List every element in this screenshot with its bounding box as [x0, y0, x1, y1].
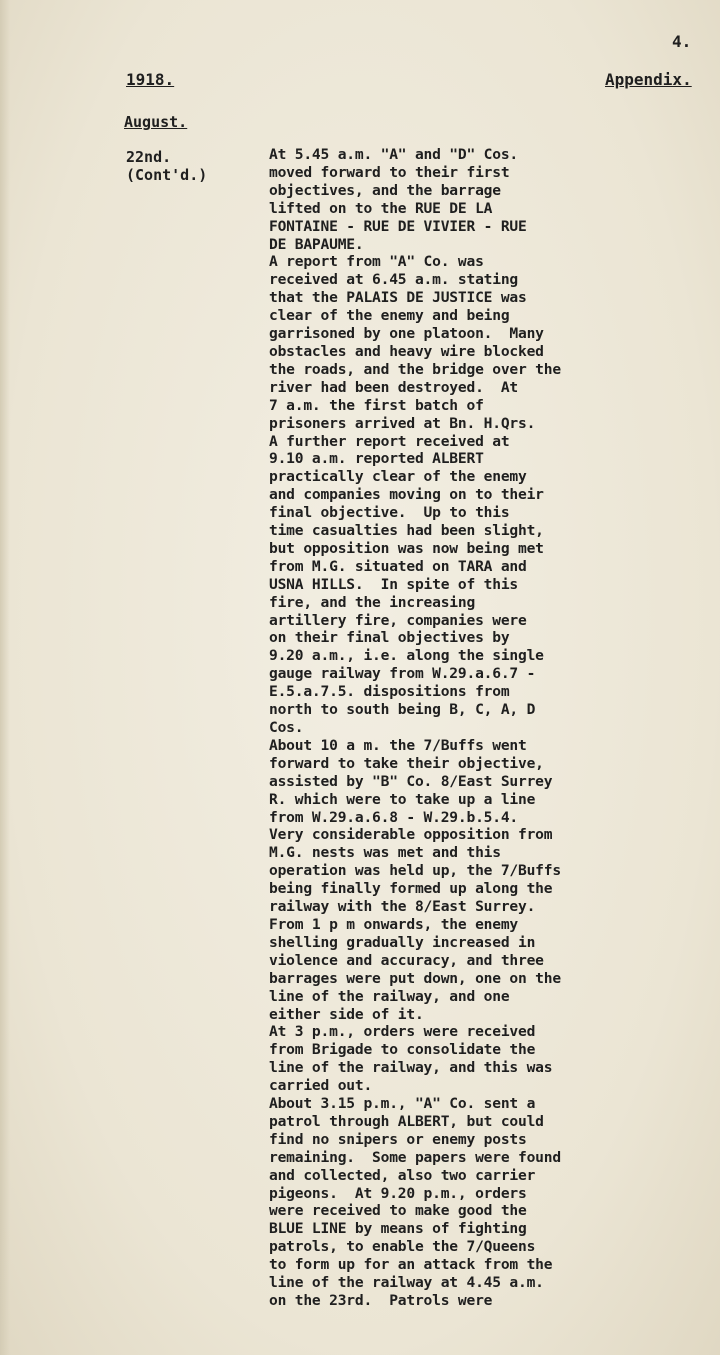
text-line: from Brigade to consolidate the — [269, 1041, 536, 1059]
text-line: patrols, to enable the 7/Queens — [269, 1238, 536, 1256]
text-line: 9.20 a.m., i.e. along the single — [269, 647, 544, 665]
text-line: practically clear of the enemy — [269, 468, 527, 486]
text-line: north to south being B, C, A, D — [269, 701, 536, 719]
text-line: 7 a.m. the first batch of — [269, 396, 484, 414]
text-line: From 1 p m onwards, the enemy — [269, 915, 518, 933]
entry-date: 22nd. — [126, 148, 172, 166]
text-line: final objective. Up to this — [269, 504, 510, 522]
text-line: A report from "A" Co. was — [269, 253, 484, 271]
page-edge-shadow — [0, 0, 10, 1355]
text-line: forward to take their objective, — [269, 754, 544, 772]
text-line: E.5.a.7.5. dispositions from — [269, 683, 510, 701]
page-number: 4. — [672, 32, 692, 51]
text-line: DE BAPAUME. — [269, 235, 364, 253]
text-line: M.G. nests was met and this — [269, 844, 501, 862]
appendix-heading: Appendix. — [605, 70, 692, 89]
continued-note: (Cont'd.) — [126, 166, 208, 184]
text-line: garrisoned by one platoon. Many — [269, 325, 544, 343]
diary-entry-text — [269, 146, 709, 1310]
text-line: remaining. Some papers were found — [269, 1148, 561, 1166]
text-line: from M.G. situated on TARA and — [269, 557, 527, 575]
year-heading: 1918. — [126, 70, 175, 89]
text-line: 9.10 a.m. reported ALBERT — [269, 450, 484, 468]
text-line: moved forward to their first — [269, 163, 510, 181]
text-line: R. which were to take up a line — [269, 790, 536, 808]
text-line: About 3.15 p.m., "A" Co. sent a — [269, 1095, 536, 1113]
text-line: Cos. — [269, 719, 304, 736]
text-line: barrages were put down, one on the — [269, 969, 561, 987]
text-line: shelling gradually increased in — [269, 933, 536, 951]
text-line: river had been destroyed. At — [269, 378, 518, 396]
text-line: pigeons. At 9.20 p.m., orders — [269, 1184, 527, 1202]
text-line: to form up for an attack from the — [269, 1256, 553, 1274]
text-line: violence and accuracy, and three — [269, 951, 544, 969]
text-line: A further report received at — [269, 432, 510, 450]
text-line: objectives, and the barrage — [269, 181, 501, 199]
text-line: find no snipers or enemy posts — [269, 1130, 527, 1148]
text-line: from W.29.a.6.8 - W.29.b.5.4. — [269, 808, 518, 826]
text-line: artillery fire, companies were — [269, 611, 527, 629]
text-line: About 10 a m. the 7/Buffs went — [269, 736, 527, 754]
text-line: FONTAINE - RUE DE VIVIER - RUE — [269, 217, 527, 235]
text-line: operation was held up, the 7/Buffs — [269, 862, 561, 880]
text-line: and companies moving on to their — [269, 486, 544, 504]
text-line: railway with the 8/East Surrey. — [269, 898, 536, 916]
text-line: BLUE LINE by means of fighting — [269, 1220, 527, 1238]
text-line: were received to make good the — [269, 1202, 527, 1220]
text-line: At 5.45 a.m. "A" and "D" Cos. — [269, 146, 518, 163]
text-line: that the PALAIS DE JUSTICE was — [269, 289, 527, 307]
text-line: fire, and the increasing — [269, 593, 476, 611]
text-line: line of the railway, and this was — [269, 1059, 553, 1077]
text-line: either side of it. — [269, 1005, 424, 1023]
text-line: lifted on to the RUE DE LA — [269, 199, 493, 217]
text-line: carried out. — [269, 1077, 373, 1095]
text-line: but opposition was now being met — [269, 539, 544, 557]
text-line: assisted by "B" Co. 8/East Surrey — [269, 772, 553, 790]
text-line: on their final objectives by — [269, 629, 510, 647]
text-line: prisoners arrived at Bn. H.Qrs. — [269, 414, 536, 432]
text-line: line of the railway at 4.45 a.m. — [269, 1274, 544, 1292]
text-line: gauge railway from W.29.a.6.7 - — [269, 665, 536, 683]
text-line: time casualties had been slight, — [269, 522, 544, 540]
text-line: and collected, also two carrier — [269, 1166, 536, 1184]
text-line: the roads, and the bridge over the — [269, 360, 561, 378]
text-line: being finally formed up along the — [269, 880, 553, 898]
text-line: patrol through ALBERT, but could — [269, 1112, 544, 1130]
text-line: USNA HILLS. In spite of this — [269, 575, 518, 593]
text-line: At 3 p.m., orders were received — [269, 1023, 536, 1041]
text-line: clear of the enemy and being — [269, 307, 510, 325]
text-line: Very considerable opposition from — [269, 826, 553, 844]
month-heading: August. — [124, 113, 188, 131]
text-line: received at 6.45 a.m. stating — [269, 271, 518, 289]
text-line: on the 23rd. Patrols were — [269, 1292, 493, 1309]
text-line: line of the railway, and one — [269, 987, 510, 1005]
text-line: obstacles and heavy wire blocked — [269, 342, 544, 360]
